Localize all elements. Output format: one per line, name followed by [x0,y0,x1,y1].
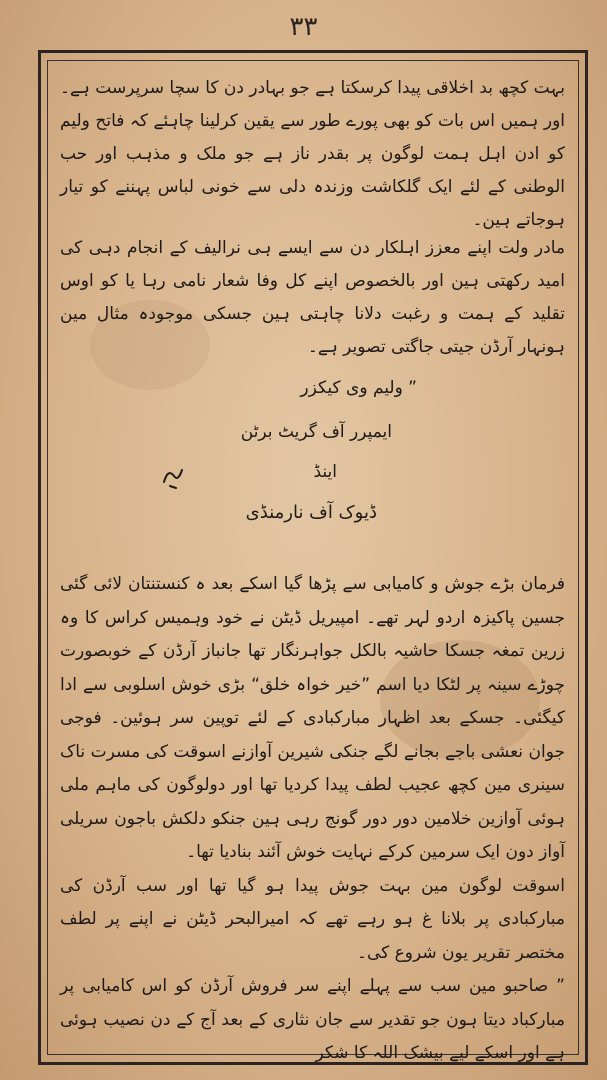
signature-line-3: اینڈ [313,462,337,482]
paragraph-text: اسوقت لوگون مین بہت جوش پیدا ہو گیا تھا اور سب آرڈن کی مبارکبادی پر بلانا غ ہو رہے تھے کہ امیرالبحر ڈیٹن نے اپنے پر لطف مختصر تقریر یون شروع کی۔ [60,875,565,963]
seal-mark-icon [158,462,188,492]
page-number: ۳۳ [289,12,318,42]
paragraph-group-bottom [60,568,565,1071]
paragraph-text: فرمان بڑے جوش و کامیابی سے پڑھا گیا اسکے بعد ہ کنستنتان لائی گئی جسین پاکیزہ اردو لہر تھے۔ امپیریل ڈیٹن نے خود وہمیس کراس کا وہ زرین تمغہ جسکا حاشیہ بالکل جواہرنگار تھا جانباز آرڈن کے خوبصورت چوڑے سینہ پر لٹکا دیا اسم ”خیر خواہ خلق“ بڑی خوش اسلوبی سے ادا کیگئی۔ جسکے بعد اظہار مبارکبادی کے لئے توپین سر ہوئین۔ فوجی جوان نعشی باجے بجانے لگے جنکی شیرین آوازنے اسوقت کی مسرت ناک سینری مین کچھ عجیب لطف پیدا کردیا تھا اور دولوگون کی ماہم ملی ہوئی آوازین خلامین دور دور گونج رہی ہین جنکو دلکش باجون سریلی آواز دون ایک سرمین کرکے نہایت خوش آئند بنادیا تھا۔ [60,574,565,862]
signature-line-4: ڈیوک آف نارمنڈی [245,502,377,523]
paragraph-text: مادر ولت اپنے معزز اہلکار دن سے ایسے ہی نرالیف کے انجام دہی کی امید رکھتی ہین اور بالخصوص اپنے کل وفا شعار نامی رہا یا کو اوس تقلید کے ہمت و رغبت دلانا چاہتی ہین جسکی موجودہ مثال مین ہونہار آرڈن جیتی جاگتی تصویر ہے۔ [60,238,565,357]
paragraph-1 [60,72,565,237]
signature-line-2: ایمپرر آف گریٹ برٹن [240,422,392,442]
paragraph-2 [60,232,565,364]
signature-line-1: ” ولیم وی کیکزر [300,378,417,398]
paragraph-text: ” صاحبو مین سب سے پہلے اپنے سر فروش آرڈن کو اس کامیابی پر مبارکباد دیتا ہون جو تقدیر سے جان نثاری کے بعد آج کے دن نصیب ہوئی ہے اور اسکے لیے بیشک اللہ کا شکر [60,976,565,1063]
paragraph-text: بہت کچھ بد اخلاقی پیدا کرسکتا ہے جو بہادر دن کا سچا سرپرست ہے۔ اور ہمیں اس بات کو بھی پورے طور سے یقین کرلینا چاہئے کہ فاتح ولیم کو ادن اہل ہمت لوگون پر بقدر ناز ہے جو ملک و مذہب اور حب الوطنی کے لئے ایک گلکاشت وزندہ دلی سے خونی لباس پہننے کو تیار ہوجاتے ہین۔ [60,78,565,230]
